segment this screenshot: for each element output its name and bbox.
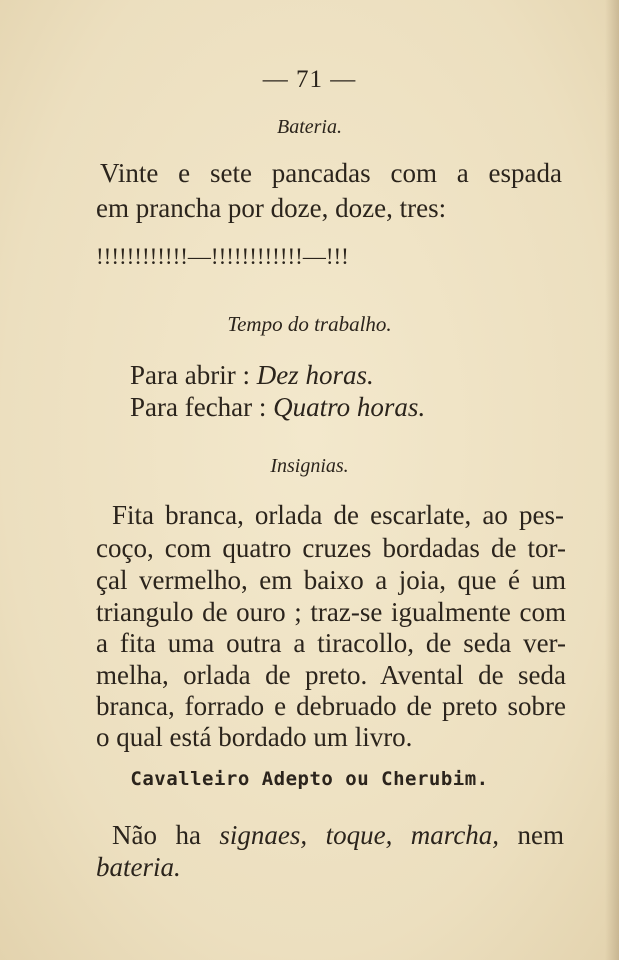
- open-time-label: Para abrir :: [130, 360, 250, 390]
- body-line: triangulo de ouro ; traz-se igualmente com: [96, 597, 566, 627]
- line-suffix: nem: [517, 820, 565, 850]
- body-line: melha, orlada de preto. Avental de seda: [96, 660, 566, 690]
- body-line: coço, com quatro cruzes bordadas de tor-: [96, 533, 566, 563]
- section-title-cavalleiro: Cavalleiro Adepto ou Cherubim.: [130, 768, 489, 790]
- body-line: Fita branca, orlada de escarlate, ao pes-: [112, 500, 564, 530]
- body-line: [96, 852, 566, 883]
- line-prefix: Não ha: [112, 820, 201, 850]
- line-italic: bateria.: [96, 852, 181, 882]
- page-number: — 71 —: [262, 66, 357, 93]
- body-line: a fita uma outra a tiracollo, de seda ver-: [96, 628, 566, 658]
- close-time-value: Quatro horas.: [273, 392, 426, 422]
- open-time-row: [130, 360, 374, 391]
- body-line: o qual está bordado um livro.: [96, 722, 413, 752]
- section-title-tempo: Tempo do trabalho.: [227, 312, 392, 336]
- body-line: çal vermelho, em baixo a joia, que é um: [96, 565, 566, 595]
- body-line: [112, 820, 564, 851]
- open-time-value: Dez horas.: [256, 360, 374, 390]
- line-italic: signaes, toque, marcha,: [219, 820, 500, 850]
- knock-pattern: !!!!!!!!!!!!—!!!!!!!!!!!!—!!!: [96, 244, 349, 269]
- body-line: branca, forrado e debruado de preto sobre: [96, 691, 566, 721]
- body-line: em prancha por doze, doze, tres:: [96, 193, 447, 223]
- section-title-insignias: Insignias.: [270, 455, 349, 477]
- close-time-label: Para fechar :: [130, 392, 267, 422]
- close-time-row: [130, 392, 425, 423]
- body-line: Vinte e sete pancadas com a espada: [100, 158, 562, 188]
- page-edge-shadow: [605, 0, 619, 960]
- section-title-bateria: Bateria.: [277, 116, 342, 138]
